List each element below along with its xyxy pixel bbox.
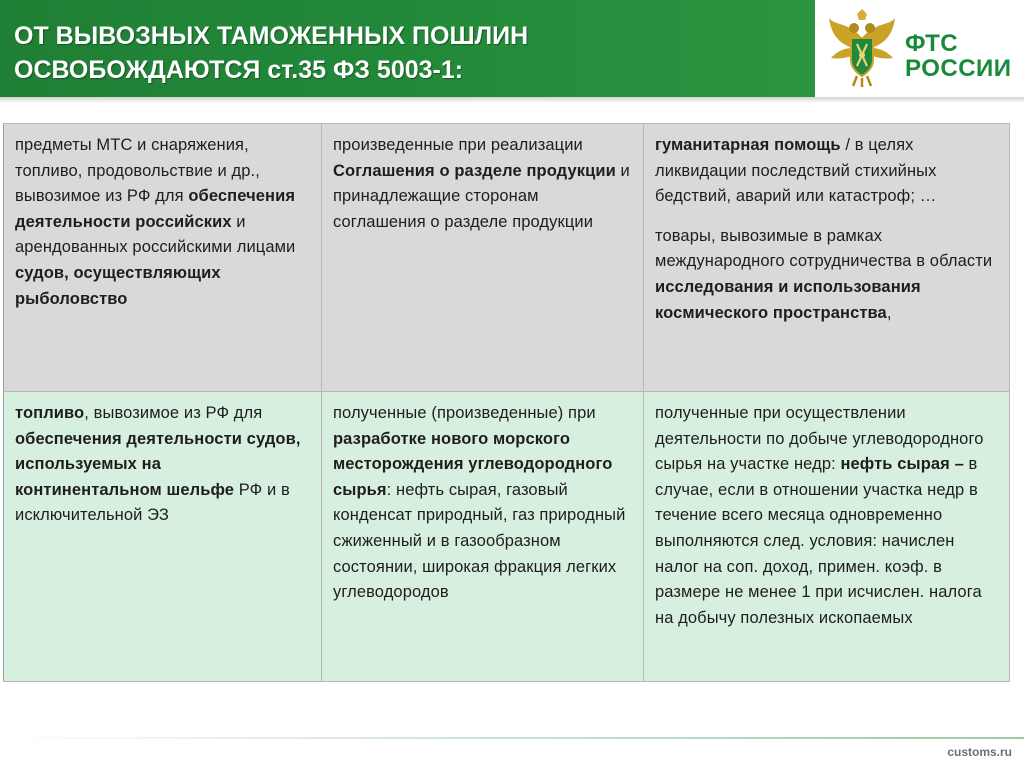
table-cell-r2-c2 bbox=[322, 392, 644, 682]
cell-text: РФ и в исключительной ЭЗ bbox=[15, 480, 290, 525]
table-cell-r1-c2 bbox=[322, 124, 644, 392]
cell-text: / в целях ликвидации последствий стихийных бедствий, аварий или катастроф; … bbox=[655, 136, 937, 206]
fts-logo bbox=[815, 0, 1024, 97]
header-shadow bbox=[0, 97, 1024, 103]
cell-text: полученные (произведенные) при bbox=[333, 404, 596, 422]
cell-bold-text: гуманитарная помощь bbox=[655, 136, 841, 154]
cell-text: предметы МТС и снаряжения, топливо, продовольствие и др., вывозимое из РФ для bbox=[15, 136, 260, 206]
cell-bold-text: разработке нового морского месторождения углеводородного сырья bbox=[333, 429, 613, 499]
title-line-1: ОТ ВЫВОЗНЫХ ТАМОЖЕННЫХ ПОШЛИН bbox=[14, 22, 529, 50]
cell-text: : нефть сырая, газовый конденсат природный, газ природный сжиженный и в газообразном состоянии, широкая фракция легких углеводородов bbox=[333, 480, 626, 602]
table-row bbox=[4, 392, 1010, 682]
cell-text: произведенные при реализации bbox=[333, 136, 583, 154]
paragraph-gap bbox=[655, 210, 999, 224]
eagle-emblem-icon bbox=[827, 8, 897, 88]
table-cell-r1-c1 bbox=[4, 124, 322, 392]
cell-text: , bbox=[886, 303, 892, 322]
cell-bold-text: топливо bbox=[15, 404, 85, 422]
footer-bar bbox=[0, 737, 1024, 767]
logo-line-1: ФТС bbox=[905, 30, 959, 57]
table-row bbox=[4, 124, 1010, 392]
cell-bold-text: судов, осуществляющих рыболовство bbox=[15, 263, 221, 308]
footer-line bbox=[0, 737, 1024, 739]
cell-text: и принадлежащие сторонам соглашения о разделе продукции bbox=[333, 161, 630, 231]
cell-bold-text: обеспечения деятельности российских bbox=[15, 187, 296, 231]
cell-bold-text: обеспечения деятельности судов, используемых на континентальном шельфе bbox=[15, 429, 301, 499]
cell-bold-text: нефть сырая – bbox=[840, 455, 964, 474]
cell-text: , вывозимое из РФ для bbox=[84, 404, 263, 422]
cell-bold-text: Соглашения о разделе продукции bbox=[333, 161, 616, 180]
site-link[interactable]: customs.ru bbox=[947, 745, 1012, 759]
cell-text: в случае, если в отношении участка недр в течение всего месяца одновременно выполняются след. условия: начислен налог на соп. доход, примен. коэф. в размере не менее 1 при исчислен. налога на добычу полезных ископаемых bbox=[655, 455, 982, 627]
header-banner bbox=[0, 0, 815, 97]
cell-bold-text: исследования и использования космического пространства bbox=[655, 277, 921, 322]
cell-text: и арендованных российскими лицами bbox=[15, 212, 296, 257]
cell-text: товары, вывозимые в рамках международного сотрудничества в области bbox=[655, 226, 993, 271]
table-cell-r1-c3 bbox=[644, 124, 1010, 392]
exemptions-table bbox=[3, 123, 1010, 682]
logo-line-2: РОССИИ bbox=[905, 55, 1012, 82]
cell-text: полученные при осуществлении деятельности по добыче углеводородного сырья на участке недр: bbox=[655, 404, 984, 474]
page-title bbox=[14, 19, 804, 87]
title-line-2: ОСВОБОЖДАЮТСЯ ст.35 ФЗ 5003-1: bbox=[14, 56, 464, 84]
table-cell-r2-c1 bbox=[4, 392, 322, 682]
table-cell-r2-c3 bbox=[644, 392, 1010, 682]
logo-text bbox=[905, 31, 1012, 81]
